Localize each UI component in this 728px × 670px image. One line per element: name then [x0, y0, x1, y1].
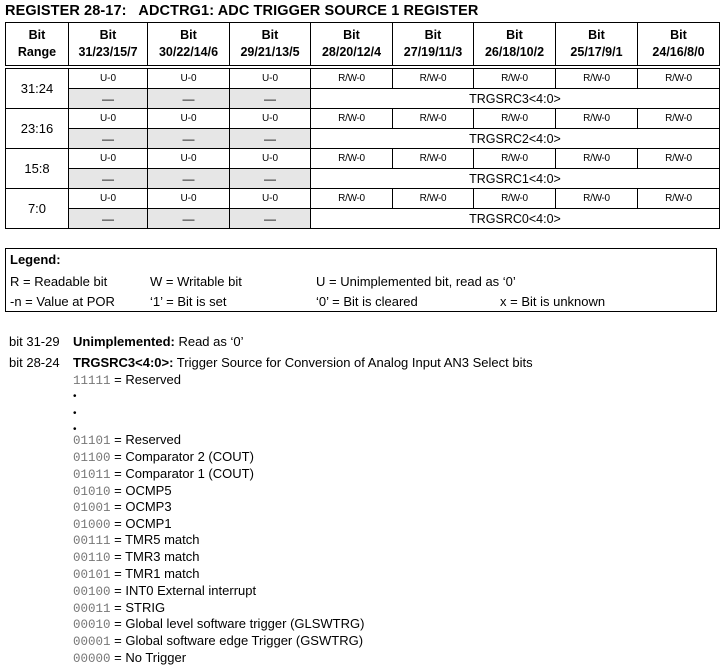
unimplemented-cell: — — [148, 169, 230, 189]
option-text: = STRIG — [110, 600, 166, 615]
header-bit-col: Bit 26/18/10/2 — [474, 23, 556, 68]
option-code: 01100 — [73, 451, 111, 465]
header-bit-col: Bit 28/20/12/4 — [311, 23, 393, 68]
option-item — [73, 483, 172, 499]
option-item — [73, 633, 363, 649]
register-table — [5, 22, 720, 229]
legend-box — [5, 248, 717, 312]
option-code: 11111 — [73, 374, 111, 388]
attr-cell: R/W-0 — [556, 67, 638, 89]
table-row-attrs — [6, 109, 720, 129]
legend-title: Legend: — [10, 252, 61, 267]
option-text: = TMR5 match — [110, 532, 200, 547]
option-text: = Comparator 1 (COUT) — [110, 466, 254, 481]
attr-cell: U-0 — [148, 109, 230, 129]
attr-cell: U-0 — [69, 149, 148, 169]
option-text: = TMR1 match — [110, 566, 200, 581]
option-code: 01101 — [73, 434, 111, 448]
table-row-fields — [6, 129, 720, 149]
unimplemented-cell: — — [230, 129, 311, 149]
unimplemented-cell: — — [148, 89, 230, 109]
option-item — [73, 549, 200, 565]
header-bit-col: Bit 24/16/8/0 — [638, 23, 720, 68]
option-code: 01000 — [73, 518, 111, 532]
option-item — [73, 466, 254, 482]
option-text: = TMR3 match — [110, 549, 200, 564]
attr-cell: R/W-0 — [393, 109, 474, 129]
unimplemented-cell: — — [69, 209, 148, 229]
table-row-fields — [6, 89, 720, 109]
header-bit-col: Bit 29/21/13/5 — [230, 23, 311, 68]
table-row-fields — [6, 169, 720, 189]
option-item — [73, 600, 165, 616]
attr-cell: U-0 — [148, 67, 230, 89]
attr-cell: R/W-0 — [556, 109, 638, 129]
attr-cell: R/W-0 — [638, 189, 720, 209]
unimplemented-cell: — — [230, 169, 311, 189]
table-row-attrs — [6, 149, 720, 169]
field-name-cell: TRGSRC3<4:0> — [311, 89, 720, 109]
header-bit-range: Bit Range — [6, 23, 69, 68]
field-name: TRGSRC3<4:0>: — [73, 355, 174, 370]
unimplemented-cell: — — [230, 89, 311, 109]
attr-cell: R/W-0 — [311, 109, 393, 129]
attr-cell: U-0 — [230, 189, 311, 209]
bit-range-cell: 15:8 — [6, 149, 69, 189]
attr-cell: U-0 — [230, 149, 311, 169]
option-item — [73, 583, 256, 599]
bit-description — [9, 334, 244, 349]
option-code: 00100 — [73, 585, 111, 599]
option-item — [73, 372, 181, 388]
option-text: = Reserved — [110, 372, 181, 387]
option-item — [73, 449, 254, 465]
legend-bit-unknown: x = Bit is unknown — [500, 294, 606, 309]
field-name-cell: TRGSRC0<4:0> — [311, 209, 720, 229]
bit-range-label: bit 28-24 — [9, 355, 60, 370]
attr-cell: R/W-0 — [311, 149, 393, 169]
attr-cell: R/W-0 — [393, 149, 474, 169]
option-item — [73, 566, 200, 582]
attr-cell: U-0 — [230, 109, 311, 129]
bit-range-cell: 7:0 — [6, 189, 69, 229]
option-item — [73, 650, 186, 666]
legend-por: -n = Value at POR — [10, 294, 115, 309]
attr-cell: R/W-0 — [638, 149, 720, 169]
option-item — [73, 516, 172, 532]
option-item — [73, 532, 200, 548]
option-code: 01011 — [73, 468, 111, 482]
legend-bit-cleared: ‘0’ = Bit is cleared — [316, 294, 418, 309]
option-text: = Comparator 2 (COUT) — [110, 449, 254, 464]
ellipsis-dot: • — [73, 408, 77, 419]
header-bit-col: Bit 27/19/11/3 — [393, 23, 474, 68]
attr-cell: R/W-0 — [311, 67, 393, 89]
attr-cell: R/W-0 — [638, 67, 720, 89]
option-text: = OCMP1 — [110, 516, 172, 531]
unimplemented-cell: — — [148, 129, 230, 149]
table-row-fields — [6, 209, 720, 229]
option-text: = No Trigger — [110, 650, 187, 665]
attr-cell: R/W-0 — [393, 67, 474, 89]
option-text: = Global level software trigger (GLSWTRG) — [110, 616, 365, 631]
field-name-cell: TRGSRC1<4:0> — [311, 169, 720, 189]
table-header-row — [6, 23, 720, 68]
legend-readable: R = Readable bit — [10, 274, 108, 289]
unimplemented-cell: — — [69, 89, 148, 109]
option-item — [73, 499, 172, 515]
option-text: = OCMP5 — [110, 483, 172, 498]
attr-cell: R/W-0 — [393, 189, 474, 209]
unimplemented-cell: — — [69, 169, 148, 189]
option-code: 00011 — [73, 602, 111, 616]
option-text: = Global software edge Trigger (GSWTRG) — [110, 633, 364, 648]
attr-cell: R/W-0 — [311, 189, 393, 209]
attr-cell: R/W-0 — [638, 109, 720, 129]
option-code: 00101 — [73, 568, 111, 582]
field-name-cell: TRGSRC2<4:0> — [311, 129, 720, 149]
attr-cell: R/W-0 — [474, 67, 556, 89]
table-row-attrs — [6, 67, 720, 89]
option-item — [73, 432, 181, 448]
attr-cell: U-0 — [230, 67, 311, 89]
option-code: 00000 — [73, 652, 111, 666]
legend-bit-set: ‘1’ = Bit is set — [150, 294, 227, 309]
ellipsis-dot: • — [73, 391, 77, 402]
attr-cell: R/W-0 — [556, 189, 638, 209]
bit-range-cell: 23:16 — [6, 109, 69, 149]
unimplemented-cell: — — [69, 129, 148, 149]
attr-cell: U-0 — [148, 149, 230, 169]
header-bit-col: Bit 31/23/15/7 — [69, 23, 148, 68]
attr-cell: R/W-0 — [556, 149, 638, 169]
option-item — [73, 616, 364, 632]
header-bit-col: Bit 25/17/9/1 — [556, 23, 638, 68]
unimplemented-cell: — — [230, 209, 311, 229]
legend-writable: W = Writable bit — [150, 274, 242, 289]
attr-cell: R/W-0 — [474, 189, 556, 209]
option-code: 00001 — [73, 635, 111, 649]
register-title: REGISTER 28-17: ADCTRG1: ADC TRIGGER SOURCE 1 REGISTER — [5, 3, 479, 19]
attr-cell: U-0 — [148, 189, 230, 209]
unimplemented-cell: — — [148, 209, 230, 229]
attr-cell: U-0 — [69, 67, 148, 89]
field-description: Read as ‘0’ — [174, 334, 244, 349]
bit-range-cell: 31:24 — [6, 67, 69, 109]
option-code: 01001 — [73, 501, 111, 515]
option-code: 01010 — [73, 485, 111, 499]
option-code: 00110 — [73, 551, 111, 565]
bit-description — [9, 355, 533, 370]
attr-cell: R/W-0 — [474, 149, 556, 169]
attr-cell: U-0 — [69, 189, 148, 209]
header-bit-col: Bit 30/22/14/6 — [148, 23, 230, 68]
table-row-attrs — [6, 189, 720, 209]
option-code: 00111 — [73, 534, 111, 548]
attr-cell: R/W-0 — [474, 109, 556, 129]
ellipsis-dot: • — [73, 424, 77, 435]
legend-unimplemented: U = Unimplemented bit, read as ‘0’ — [316, 274, 516, 289]
field-description: Trigger Source for Conversion of Analog Input AN3 Select bits — [173, 355, 533, 370]
field-name: Unimplemented: — [73, 334, 175, 349]
option-text: = Reserved — [110, 432, 181, 447]
option-text: = INT0 External interrupt — [110, 583, 257, 598]
option-code: 00010 — [73, 618, 111, 632]
attr-cell: U-0 — [69, 109, 148, 129]
bit-range-label: bit 31-29 — [9, 334, 60, 349]
option-text: = OCMP3 — [110, 499, 172, 514]
